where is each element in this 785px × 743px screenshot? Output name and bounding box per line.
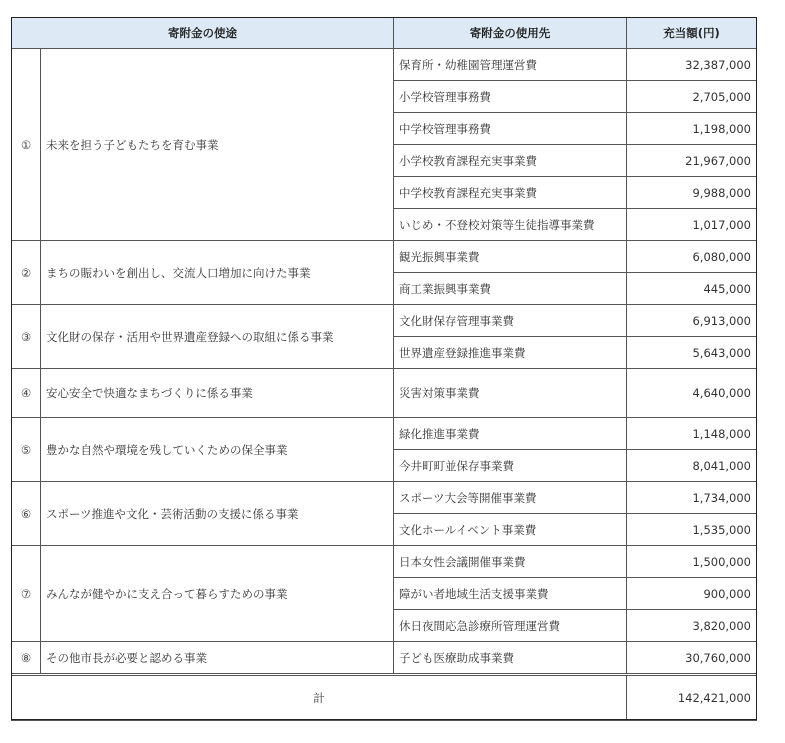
group-number: ⑦	[12, 546, 41, 642]
group-number: ②	[12, 241, 41, 305]
amount-cell: 1,148,000	[627, 418, 757, 450]
usage-cell: 災害対策事業費	[394, 369, 627, 418]
amount-cell: 3,820,000	[627, 610, 757, 642]
table-row	[12, 49, 757, 81]
usage-cell: 中学校教育課程充実事業費	[394, 177, 627, 209]
group-purpose: 豊かな自然や環境を残していくための保全事業	[41, 418, 394, 482]
usage-cell: 小学校管理事務費	[394, 81, 627, 113]
usage-cell: 文化財保存管理事業費	[394, 305, 627, 337]
table-row	[12, 418, 757, 450]
amount-cell: 5,643,000	[627, 337, 757, 369]
table-row	[12, 241, 757, 273]
group-purpose: まちの賑わいを創出し、交流人口増加に向けた事業	[41, 241, 394, 305]
table-row	[12, 369, 757, 418]
table-body	[12, 49, 757, 721]
table-row	[12, 546, 757, 578]
usage-cell: 緑化推進事業費	[394, 418, 627, 450]
total-amount: 142,421,000	[627, 675, 757, 721]
amount-cell: 1,500,000	[627, 546, 757, 578]
usage-cell: 休日夜間応急診療所管理運営費	[394, 610, 627, 642]
group-number: ④	[12, 369, 41, 418]
header-row	[12, 18, 757, 49]
total-label: 計	[12, 675, 627, 721]
group-purpose: 未来を担う子どもたちを育む事業	[41, 49, 394, 241]
usage-cell: 商工業振興事業費	[394, 273, 627, 305]
table-row	[12, 305, 757, 337]
usage-cell: 今井町町並保存事業費	[394, 450, 627, 482]
amount-cell: 6,913,000	[627, 305, 757, 337]
header-amount: 充当額(円)	[627, 18, 757, 49]
group-number: ③	[12, 305, 41, 369]
total-row	[12, 675, 757, 721]
group-number: ⑧	[12, 642, 41, 675]
amount-cell: 9,988,000	[627, 177, 757, 209]
amount-cell: 445,000	[627, 273, 757, 305]
donation-usage-table	[11, 17, 757, 721]
amount-cell: 8,041,000	[627, 450, 757, 482]
amount-cell: 4,640,000	[627, 369, 757, 418]
usage-cell: スポーツ大会等開催事業費	[394, 482, 627, 514]
usage-cell: 子ども医療助成事業費	[394, 642, 627, 675]
usage-cell: 小学校教育課程充実事業費	[394, 145, 627, 177]
usage-cell: 中学校管理事務費	[394, 113, 627, 145]
amount-cell: 1,535,000	[627, 514, 757, 546]
group-purpose: みんなが健やかに支え合って暮らすための事業	[41, 546, 394, 642]
amount-cell: 32,387,000	[627, 49, 757, 81]
table-row	[12, 642, 757, 675]
amount-cell: 21,967,000	[627, 145, 757, 177]
group-number: ⑥	[12, 482, 41, 546]
amount-cell: 1,198,000	[627, 113, 757, 145]
amount-cell: 6,080,000	[627, 241, 757, 273]
group-purpose: スポーツ推進や文化・芸術活動の支援に係る事業	[41, 482, 394, 546]
amount-cell: 1,017,000	[627, 209, 757, 241]
group-purpose: 安心安全で快適なまちづくりに係る事業	[41, 369, 394, 418]
amount-cell: 1,734,000	[627, 482, 757, 514]
amount-cell: 30,760,000	[627, 642, 757, 675]
amount-cell: 2,705,000	[627, 81, 757, 113]
usage-cell: 日本女性会議開催事業費	[394, 546, 627, 578]
group-purpose: その他市長が必要と認める事業	[41, 642, 394, 675]
header-purpose: 寄附金の使途	[12, 18, 394, 49]
usage-cell: 保育所・幼稚園管理運営費	[394, 49, 627, 81]
usage-cell: 障がい者地域生活支援事業費	[394, 578, 627, 610]
group-purpose: 文化財の保存・活用や世界遺産登録への取組に係る事業	[41, 305, 394, 369]
usage-cell: いじめ・不登校対策等生徒指導事業費	[394, 209, 627, 241]
table-row	[12, 482, 757, 514]
group-number: ⑤	[12, 418, 41, 482]
usage-cell: 文化ホールイベント事業費	[394, 514, 627, 546]
usage-cell: 世界遺産登録推進事業費	[394, 337, 627, 369]
group-number: ①	[12, 49, 41, 241]
usage-cell: 観光振興事業費	[394, 241, 627, 273]
header-usage: 寄附金の使用先	[394, 18, 627, 49]
amount-cell: 900,000	[627, 578, 757, 610]
